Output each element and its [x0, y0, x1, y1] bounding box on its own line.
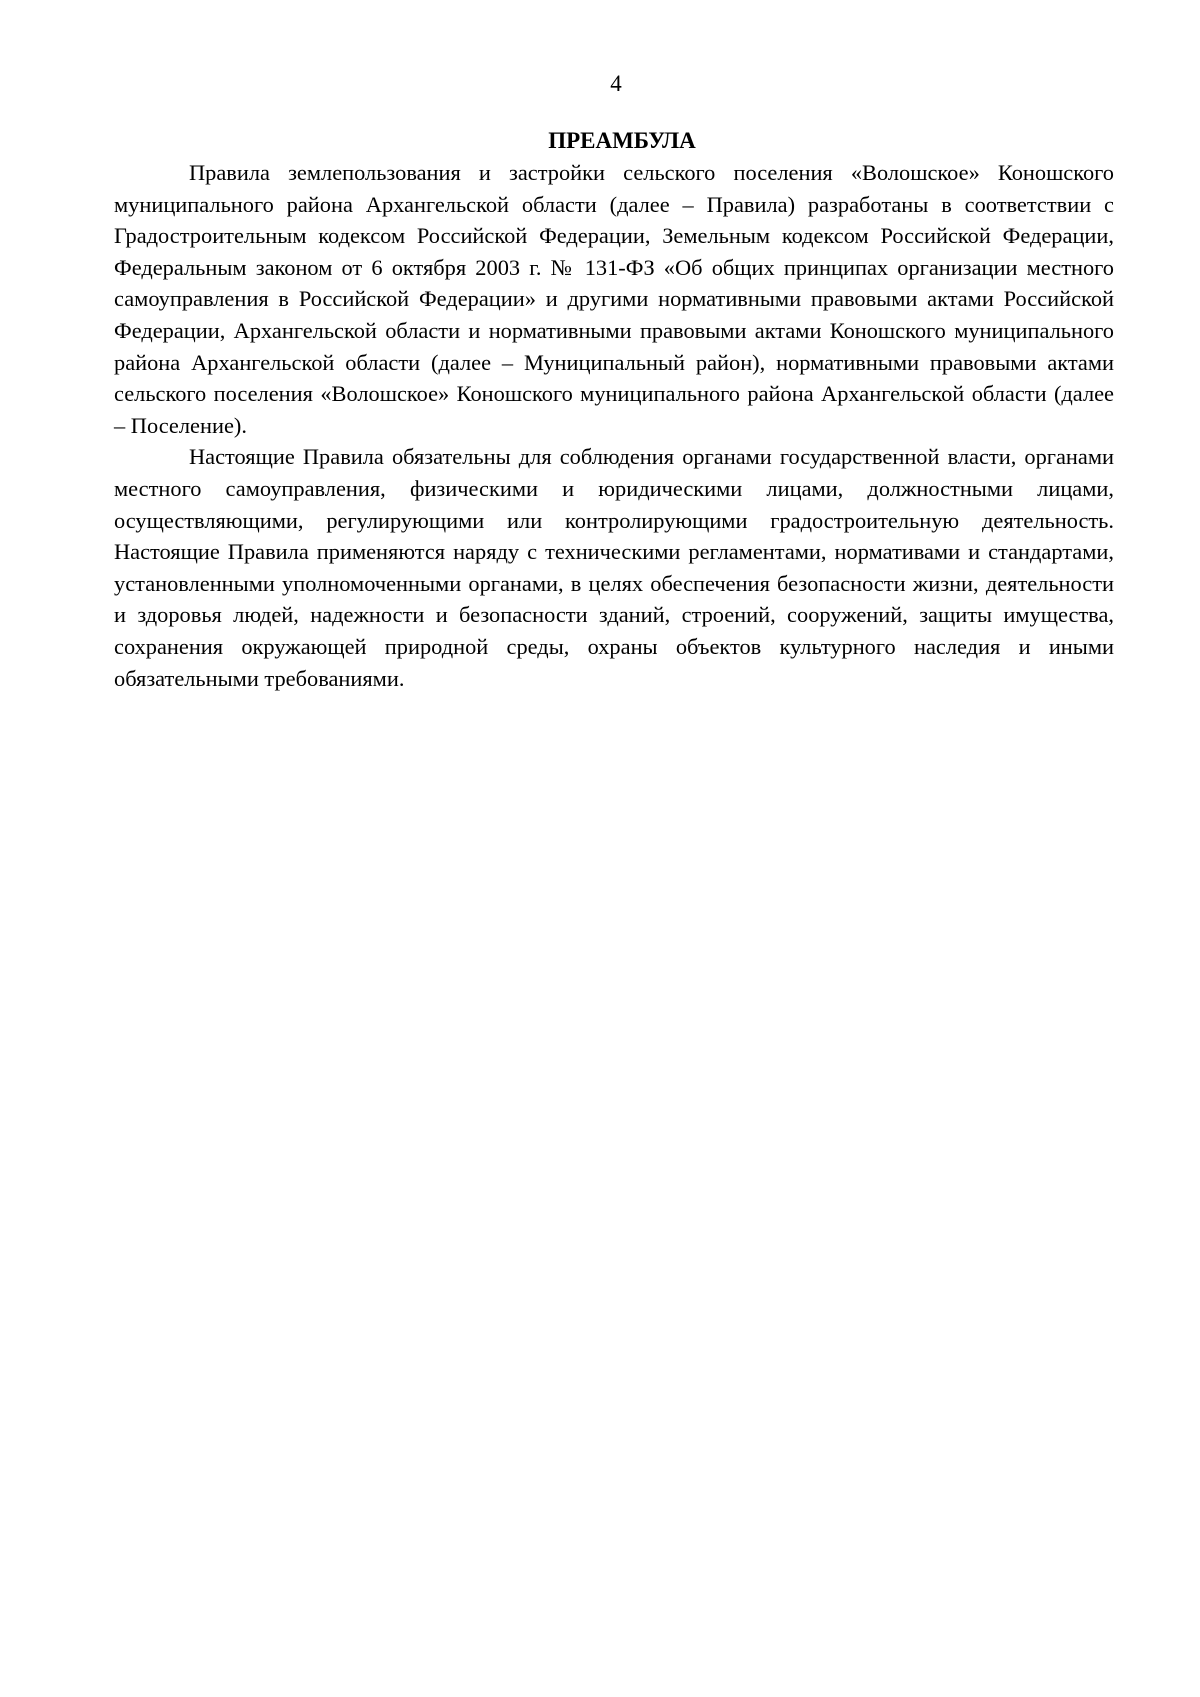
paragraph-preamble-2: Настоящие Правила обязательны для соблюдения органами государственной власти, органами местного самоуправления, физическими и юридическими лицами, должностными лицами, осуществляющими, регулирующими или контролирующими градостроительную деятельность. Настоящие Правила применяются наряду с техническими регламентами, нормативами и стандартами, установленными уполномоченными органами, в целях обеспечения безопасности жизни, деятельности и здоровья людей, надежности и безопасности зданий, строений, сооружений, защиты имущества, сохранения окружающей природной среды, охраны объектов культурного наследия и иными обязательными требованиями. — [114, 444, 1114, 691]
document-body — [114, 125, 1114, 694]
paragraph-preamble-1: Правила землепользования и застройки сельского поселения «Волошское» Коношского муниципального района Архангельской области (далее – Правила) разработаны в соответствии с Градостроительным кодексом Российской Федерации, Земельным кодексом Российской Федерации, Федеральным законом от 6 октября 2003 г. № 131-ФЗ «Об общих принципах организации местного самоуправления в Российской Федерации» и другими нормативными правовыми актами Российской Федерации, Архангельской области и нормативными правовыми актами Коношского муниципального района Архангельской области (далее – Муниципальный район), нормативными правовыми актами сельского поселения «Волошское» Коношского муниципального района Архангельской области (далее – Поселение). — [114, 160, 1114, 438]
page-number: 4 — [610, 71, 622, 96]
section-heading: ПРЕАМБУЛА — [548, 128, 696, 153]
